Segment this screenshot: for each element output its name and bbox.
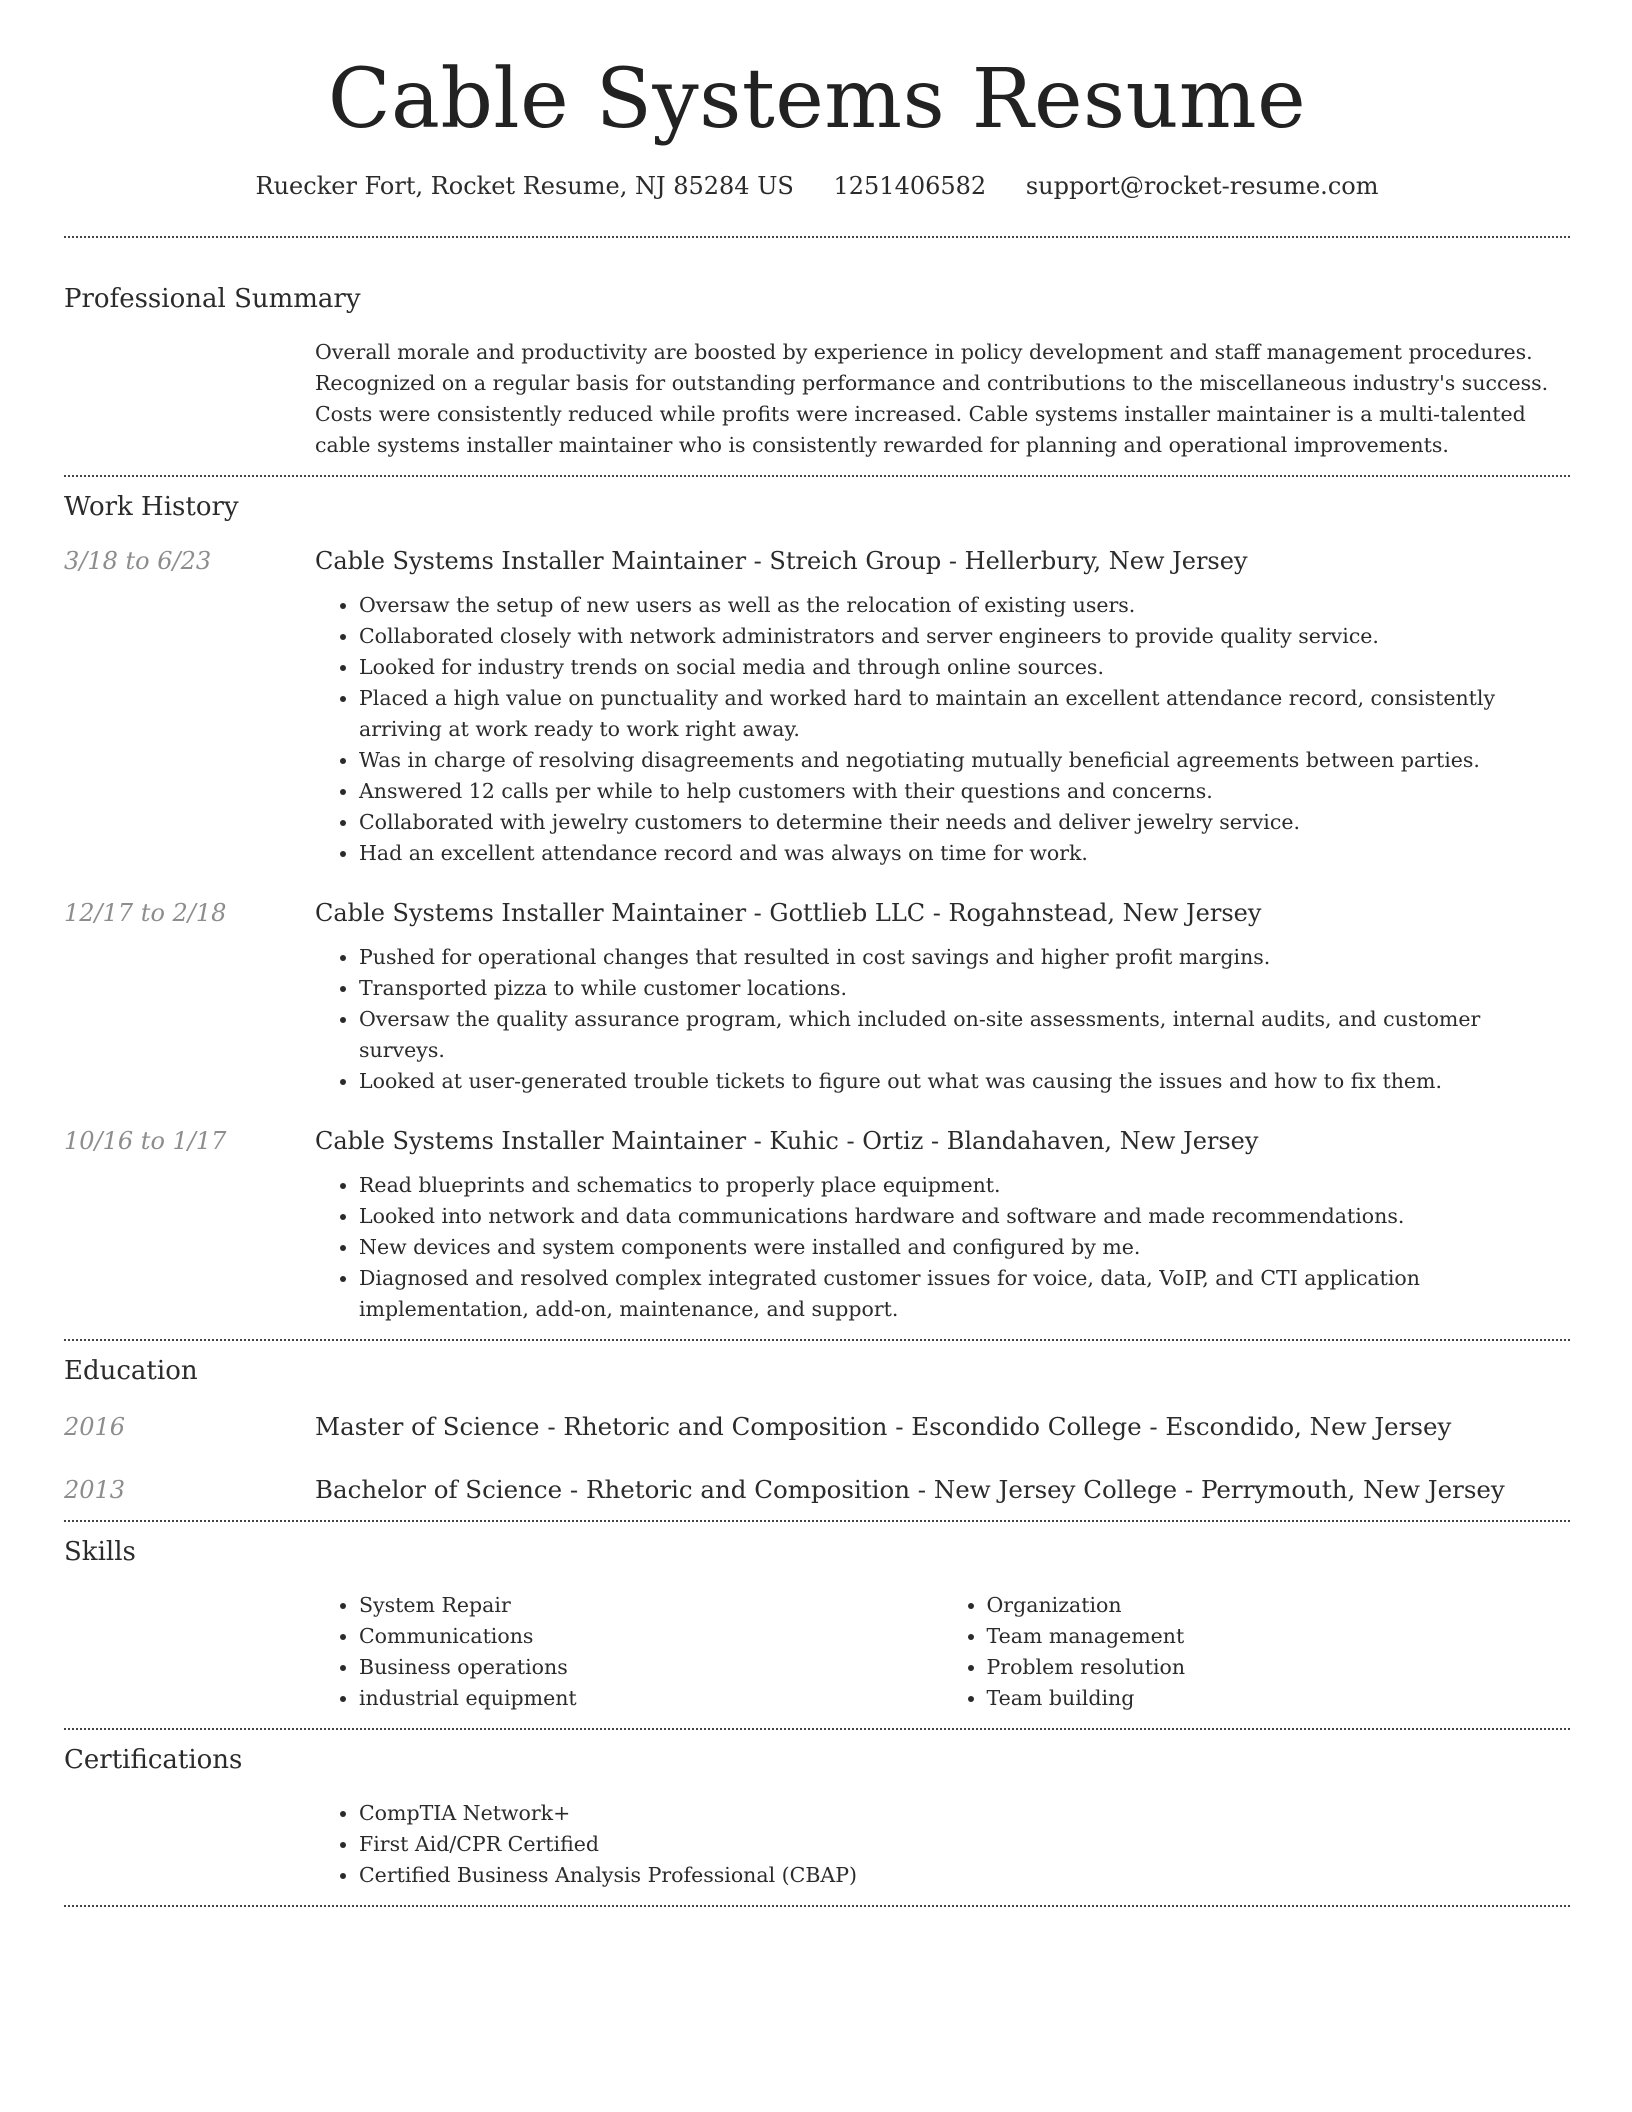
job-bullets <box>315 590 1570 869</box>
list-item: • Team management <box>987 1621 1571 1652</box>
section-title-summary: Professional Summary <box>64 284 361 314</box>
section-title-work: Work History <box>64 492 239 522</box>
resume-name: Cable Systems Resume <box>327 52 1307 147</box>
list-item: • Looked at user-generated trouble tickets to figure out what was causing the issues and how to fix them. <box>359 1066 1570 1097</box>
job-entry <box>64 899 1570 1097</box>
job-bullets <box>315 1170 1570 1325</box>
summary-text: Overall morale and productivity are boosted by experience in policy development and staff management procedures. Recognized on a regular basis for outstanding performance and contributions to the miscellaneous industry's success. Costs were consistently reduced while profits were increased. Cable systems installer maintainer is a multi-talented cable systems installer maintainer who is consistently rewarded for planning and operational improvements. <box>315 340 1549 457</box>
list-item: • Organization <box>987 1590 1571 1621</box>
section-education <box>64 1355 1570 1504</box>
list-item: • Read blueprints and schematics to properly place equipment. <box>359 1170 1570 1201</box>
list-item: • Communications <box>359 1621 943 1652</box>
divider <box>64 1905 1570 1907</box>
education-heading: Bachelor of Science - Rhetoric and Composition - New Jersey College - Perrymouth, New Jersey <box>315 1475 1505 1504</box>
divider <box>64 1728 1570 1730</box>
education-heading: Master of Science - Rhetoric and Composition - Escondido College - Escondido, New Jersey <box>315 1412 1452 1441</box>
list-item: • Had an excellent attendance record and was always on time for work. <box>359 838 1570 869</box>
divider <box>64 236 1570 238</box>
contact-email: support@rocket-resume.com <box>1025 172 1379 200</box>
list-item: • Answered 12 calls per while to help customers with their questions and concerns. <box>359 776 1570 807</box>
list-item: • Looked into network and data communications hardware and software and made recommendations. <box>359 1201 1570 1232</box>
list-item: • System Repair <box>359 1590 943 1621</box>
list-item: • industrial equipment <box>359 1683 943 1714</box>
divider <box>64 1339 1570 1341</box>
certifications-list <box>315 1798 1570 1891</box>
list-item: • CompTIA Network+ <box>359 1798 1570 1829</box>
job-entry <box>64 1127 1570 1325</box>
section-summary <box>64 283 1570 461</box>
list-item: • Oversaw the setup of new users as well as the relocation of existing users. <box>359 590 1570 621</box>
list-item: • Certified Business Analysis Professional (CBAP) <box>359 1860 1570 1891</box>
contact-address: Ruecker Fort, Rocket Resume, NJ 85284 US <box>255 172 794 200</box>
job-heading: Cable Systems Installer Maintainer - Kuhic - Ortiz - Blandahaven, New Jersey <box>315 1127 1259 1155</box>
list-item: • New devices and system components were installed and configured by me. <box>359 1232 1570 1263</box>
education-entry <box>64 1475 1570 1504</box>
contact-line <box>64 170 1570 202</box>
list-item: • Team building <box>987 1683 1571 1714</box>
list-item: • Diagnosed and resolved complex integrated customer issues for voice, data, VoIP, and CTI application implementation, add-on, maintenance, and support. <box>359 1263 1570 1325</box>
list-item: • Placed a high value on punctuality and worked hard to maintain an excellent attendance record, consistently arriving at work ready to work right away. <box>359 683 1570 745</box>
skills-list-left <box>315 1590 943 1714</box>
section-certifications <box>64 1744 1570 1891</box>
job-bullets <box>315 942 1570 1097</box>
divider <box>64 475 1570 477</box>
job-dates: 12/17 to 2/18 <box>64 899 227 927</box>
list-item: • Looked for industry trends on social media and through online sources. <box>359 652 1570 683</box>
divider <box>64 1520 1570 1522</box>
job-dates: 3/18 to 6/23 <box>64 547 212 575</box>
section-skills <box>64 1536 1570 1714</box>
education-year: 2016 <box>64 1413 126 1441</box>
list-item: • Collaborated closely with network administrators and server engineers to provide quality service. <box>359 621 1570 652</box>
job-heading: Cable Systems Installer Maintainer - Streich Group - Hellerbury, New Jersey <box>315 547 1248 575</box>
section-work-history <box>64 491 1570 1325</box>
list-item: • Transported pizza to while customer locations. <box>359 973 1570 1004</box>
job-entry <box>64 547 1570 869</box>
list-item: • Oversaw the quality assurance program, which included on-site assessments, internal audits, and customer surveys. <box>359 1004 1570 1066</box>
list-item: • First Aid/CPR Certified <box>359 1829 1570 1860</box>
section-title-skills: Skills <box>64 1537 136 1567</box>
section-title-education: Education <box>64 1356 198 1386</box>
list-item: • Pushed for operational changes that resulted in cost savings and higher profit margins. <box>359 942 1570 973</box>
job-heading: Cable Systems Installer Maintainer - Gottlieb LLC - Rogahnstead, New Jersey <box>315 899 1262 927</box>
list-item: • Was in charge of resolving disagreements and negotiating mutually beneficial agreements between parties. <box>359 745 1570 776</box>
contact-phone: 1251406582 <box>833 172 987 200</box>
list-item: • Problem resolution <box>987 1652 1571 1683</box>
skills-list-right <box>943 1590 1571 1714</box>
list-item: • Collaborated with jewelry customers to determine their needs and deliver jewelry service. <box>359 807 1570 838</box>
resume-page <box>64 0 1570 1907</box>
list-item: • Business operations <box>359 1652 943 1683</box>
education-entry <box>64 1412 1570 1441</box>
section-title-certifications: Certifications <box>64 1745 243 1775</box>
education-year: 2013 <box>64 1476 126 1504</box>
job-dates: 10/16 to 1/17 <box>64 1127 227 1155</box>
